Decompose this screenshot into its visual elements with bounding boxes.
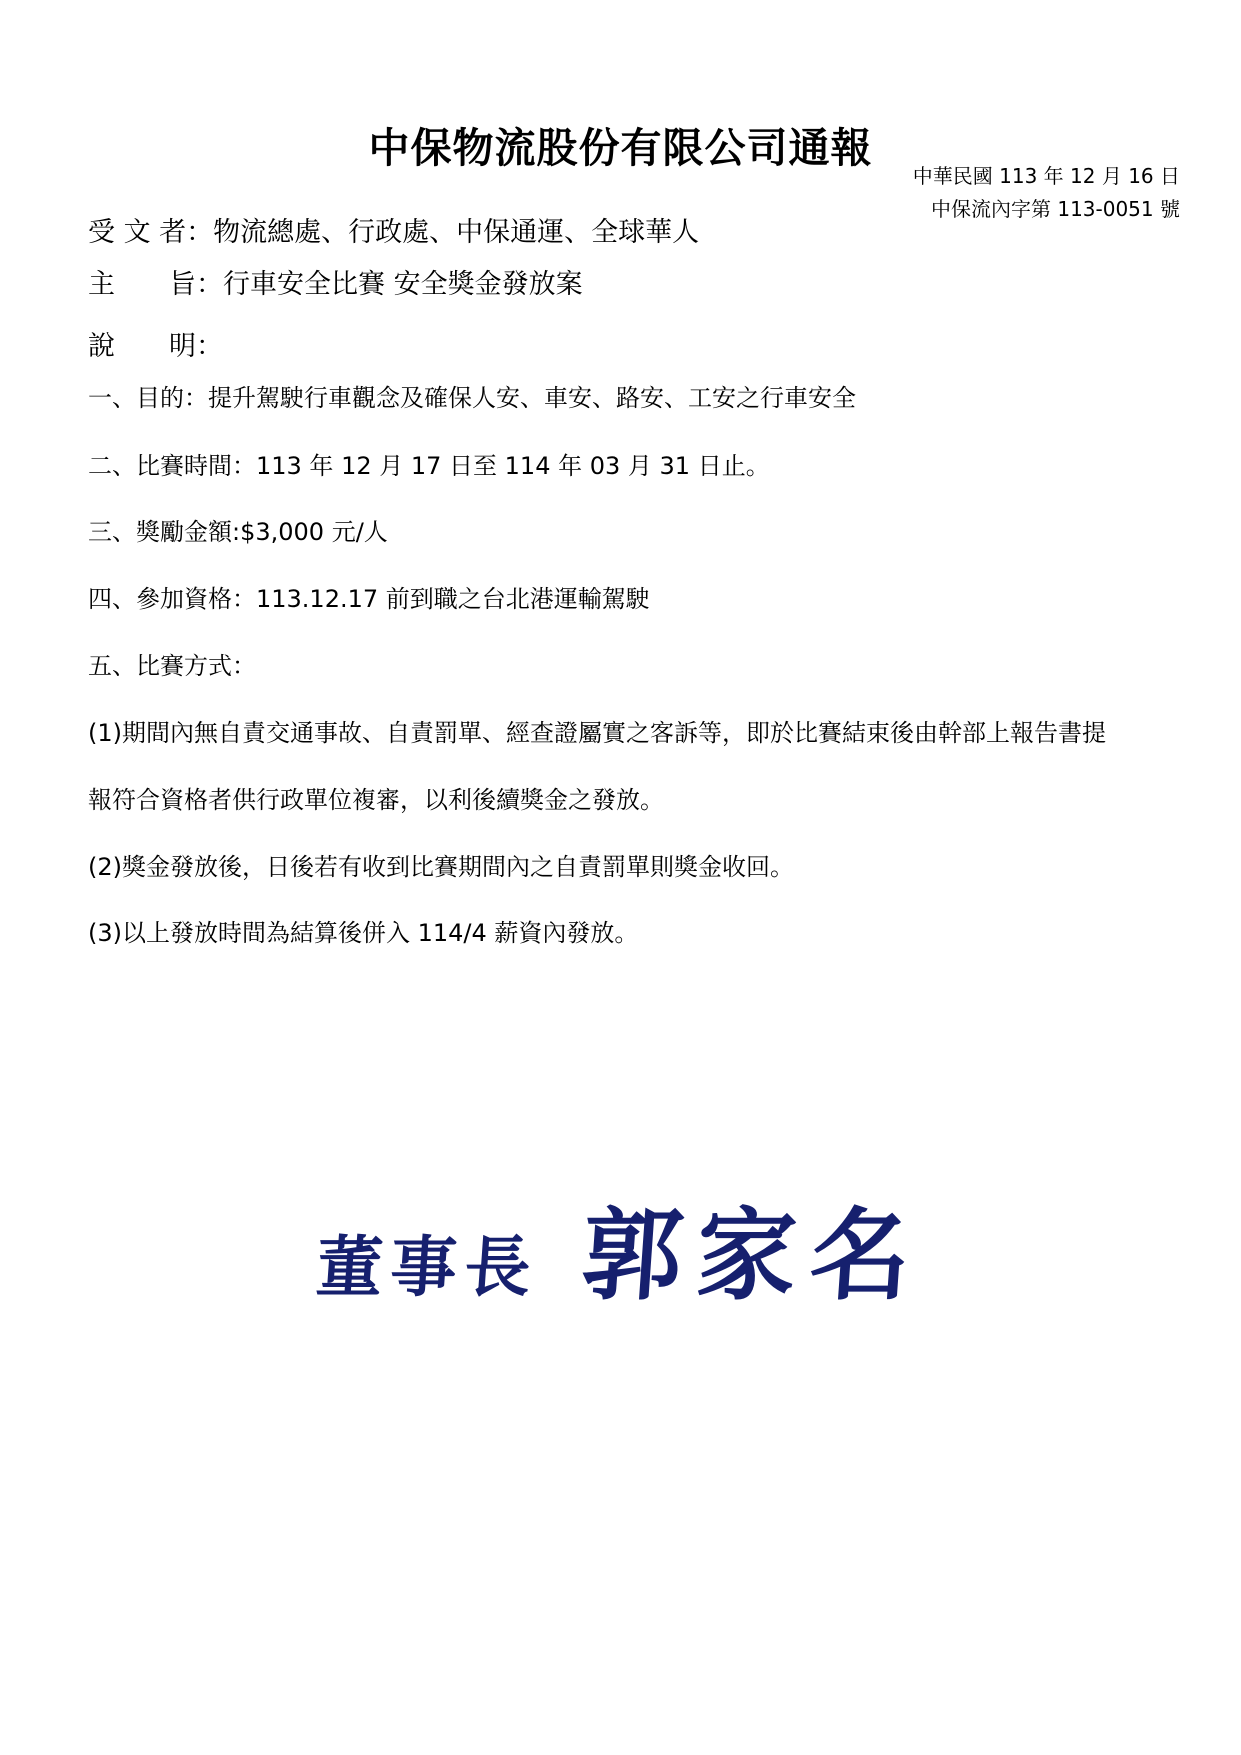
item-method: 五、比賽方式：: [88, 652, 256, 680]
method-rule-3: (3)以上發放時間為結算後併入 114/4 薪資內發放。: [88, 919, 639, 947]
document-number: 中保流內字第 113-0051 號: [930, 197, 1180, 221]
description-label: 說 明：: [88, 331, 223, 362]
subject-line: [88, 262, 583, 301]
issue-date: 中華民國 113 年 12 月 16 日: [912, 164, 1180, 188]
signature-title: 董事長: [313, 1228, 541, 1306]
item-eligibility: 四、參加資格：113.12.17 前到職之台北港運輸駕駛: [88, 585, 650, 613]
recipients-value: 物流總處、行政處、中保通運、全球華人: [213, 217, 700, 248]
item-amount: 三、獎勵金額:$3,000 元/人: [88, 518, 388, 546]
document-title: 中保物流股份有限公司通報: [368, 124, 873, 172]
description-line: [88, 324, 223, 363]
method-rule-1-continued: 報符合資格者供行政單位複審，以利後續獎金之發放。: [88, 786, 664, 814]
signature-name: 郭家名: [577, 1196, 929, 1314]
item-purpose: 一、目的：提升駕駛行車觀念及確保人安、車安、路安、工安之行車安全: [88, 384, 856, 412]
method-rule-1: (1)期間內無自責交通事故、自責罰單、經查證屬實之客訴等，即於比賽結束後由幹部上報告書提: [88, 719, 1106, 747]
recipients-label: 受 文 者：: [88, 217, 214, 248]
subject-value: 行車安全比賽 安全獎金發放案: [223, 269, 583, 300]
signature-stamp: [0, 1175, 1241, 1319]
method-rule-2: (2)獎金發放後，日後若有收到比賽期間內之自責罰單則獎金收回。: [88, 853, 794, 881]
subject-label: 主 旨：: [88, 269, 223, 300]
recipients-line: [88, 210, 699, 249]
item-period: 二、比賽時間：113 年 12 月 17 日至 114 年 03 月 31 日止。: [88, 452, 770, 480]
